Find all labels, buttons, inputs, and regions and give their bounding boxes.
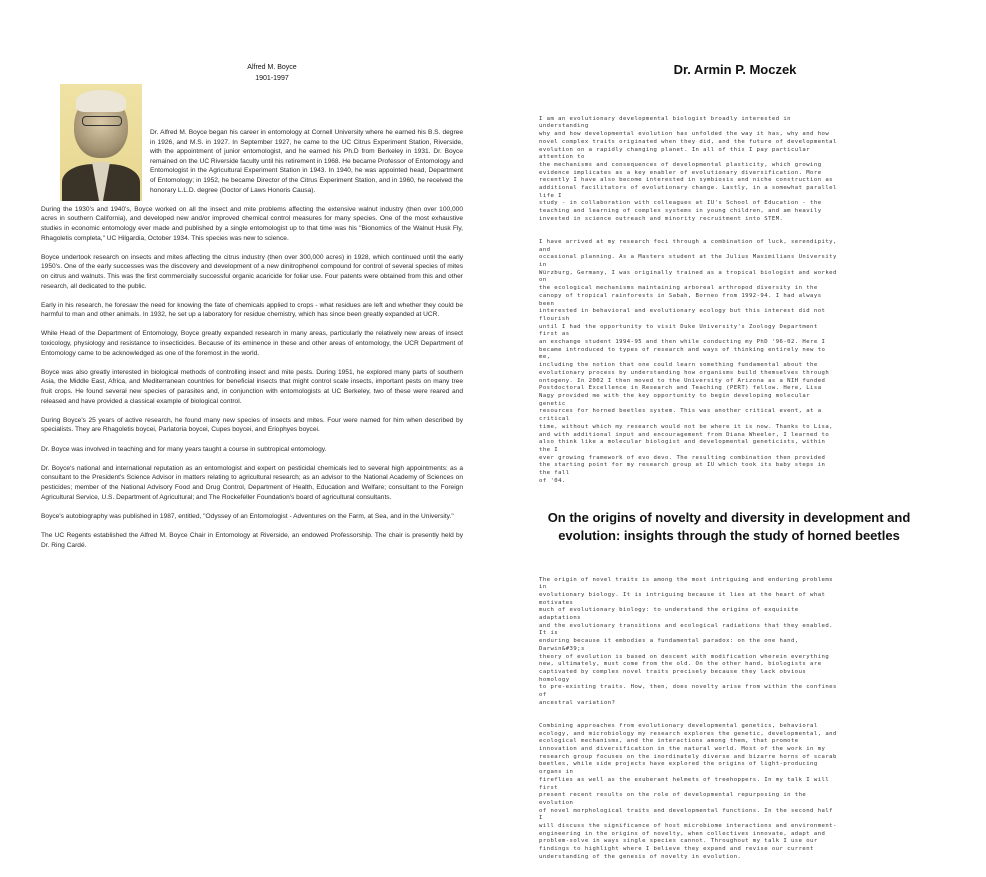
boyce-paragraph: Dr. Alfred M. Boyce began his career in entomology at Cornell University where he earned his B.S. degree in 1926, and M.S. in 1927. In September 1927, he came to the UC Citrus Experiment Station, Riverside, with the appointment of junior entomologist, and he earned his Ph.D from Berkeley in 1931. Dr. Boyce remained on the UC Riverside faculty until his retirement in 1968. He became Professor of Entomology and Entomologist in the Agricultural Experiment Station in 1943. In 1940, he was appointed head, Department of Entomology; in 1952, he became Director of the Citrus Experiment Station, and in 1960, he received the honorary L.L.D. degree (Doctor of Laws Honoris Causa). — [150, 129, 463, 194]
boyce-paragraph: Boyce undertook research on insects and mites affecting the citrus industry (then over 300,000 acres) in 1928, which continued until the early 1950's. One of the early successes was the discovery and development of a new dinitrophenol compound for control of several species of mites on citrus and walnuts. This was the first commercially successful organic acaricide for foliar use. Four patents were obtained from this and other research, all dedicated to the public. — [41, 253, 463, 290]
boyce-paragraph: Boyce was also greatly interested in biological methods of controlling insect and mite pests. During 1951, he explored many parts of southern Asia, the Middle East, Africa, and Mediterranean countries for beneficial insects that might control scale insects, important pests on many tree fruit crops. He found several new species of parasites and, in conjunction with entomologists at UC Berkeley, two of these were reared and released and have provided a classical example of biological control. — [41, 368, 463, 405]
boyce-paragraph: During Boyce's 25 years of active research, he found many new species of insects and mites. Four were named for him when described by specialists. They are Rhagoletis boycei, Parlatoria boycei, Cupes boycei, and Eriophyes boycei. — [41, 416, 463, 434]
talk-abstract — [539, 569, 839, 877]
boyce-paragraph: While Head of the Department of Entomology, Boyce greatly expanded research in many areas, particularly the relatively new areas of insect toxicology, physiology and resistance to insecticides. Because of its eminence in these and other areas of entomology, the UCR Department of Entomology came to be acknowledged as one of the foremost in the world. — [41, 330, 463, 357]
moczek-column — [539, 62, 929, 877]
boyce-paragraph: During the 1930's and 1940's, Boyce worked on all the insect and mite problems affecting the extensive walnut industry (then over 100,000 acres in southern California), and developed new and/or improved chemical control measures for many species. One of the most exhaustive studies in economic entomology ever made and published by a single entomologist up to that time was his "Bionomics of the Walnut Husk Fly, Rhagoletis completa," UC Hilgardia, October 1934. This species was new to science. — [41, 205, 463, 242]
abstract-paragraph: The origin of novel traits is among the most intriguing and enduring problems in evolutionary biology. It is intriguing because it lies at the heart of what motivates much of evolutionary biology: to understand the origins of exquisite adaptations and the evolutionary transitions and ecological radiations that they enabled. It is enduring because it embodies a fundamental paradox: on the one hand, Darwin&#39;s theory of evolution is based on descent with modification wherein everything new, ultimately, must come from the old. On the other hand, biologists are captivated by complex novel traits precisely because they lack obvious homology to pre-existing traits. How, then, does novelty arise from within the confines of ancestral variation? — [539, 576, 837, 706]
speaker-name: Dr. Armin P. Moczek — [673, 62, 797, 77]
boyce-paragraph: Dr. Boyce was involved in teaching and for many years taught a course in subtropical entomology. — [41, 445, 327, 453]
boyce-header — [207, 62, 337, 84]
bio-paragraph: I am an evolutionary developmental biologist broadly interested in understanding why and how developmental evolution has unfolded the way it has, why and how novel complex traits originated when they did, and the future of developmental evolution on a rapidly changing planet. In all of this I pay particular attention to the mechanisms and consequences of developmental plasticity, which growing evidence implicates as a key enabler of evolutionary diversification. More recently I have also become interested in symbiosis and niche construction as additional facilitators of evolutionary change. Lastly, in a somewhat parallel life I study - in collaboration with colleagues at IU's School of Education - the teaching and learning of complex systems in young children, and am heavily invested in science outreach and minority recruitment into STEM. — [539, 115, 837, 222]
boyce-name: Alfred M. Boyce — [247, 64, 297, 71]
boyce-years: 1901-1997 — [255, 75, 289, 82]
speaker-bio — [539, 108, 839, 501]
boyce-paragraph: Dr. Boyce's national and international reputation as an entomologist and expert on pesticidal chemicals led to several high appointments: as a consultant to the President's Science Advisor in matters relating to agricultural research; as an advisor to the National Academy of Sciences on pesticides; member of the National Advisory Food and Drug Control, Department of Health, Education and Welfare; consultant to the Foreign Agricultural Service, U.S. Department of Agricultural; and The Rockefeller Foundation's board of agricultural consultants. — [41, 464, 463, 501]
bio-paragraph: I have arrived at my research foci through a combination of luck, serendipity, and occasional planning. As a Masters student at the Julius Maximilians University in Würzburg, Germany, I was originally trained as a tropical biologist and worked on the ecological mechanisms maintaining arboreal arthropod diversity in the canopy of tropical rainforests in Sabah, Borneo from 1992-94. I had always been interested in behavioral and evolutionary ecology but this interest did not flourish until I had the opportunity to visit Duke University's Zoology Department first as an exchange student 1994-95 and then while conducting my PhD '96-02. Here I became introduced to types of research and ways of thinking entirely new to me, including the notion that one could learn something fundamental about the evolutionary process by understanding how organisms build themselves through ontogeny. In 2002 I then moved to the University of Arizona as a NIH funded Postdoctoral Excellence in Research and Teaching (PERT) fellow. Here, Lisa Nagy provided me with the key opportunity to begin developing molecular genetic resources for horned beetles system. This was another critical event, at a critical time, without which my research would not be where it is now. Thanks to Lisa, and with additional input and encouragement from Diana Wheeler, I learned to also think like a molecular biologist and developmental geneticists, within the I ever growing framework of evo devo. The resulting combination then provided the starting point for my research group at IU which took its baby steps in the fall of '04. — [539, 238, 837, 484]
boyce-paragraph: Boyce's autobiography was published in 1987, entitled, "Odyssey of an Entomologist - Adventures on the Farm, at Sea, and in the University." — [41, 512, 454, 520]
boyce-paragraph: Early in his research, he foresaw the need for knowing the fate of chemicals applied to crops - what residues are left and whether they could be harmful to man and other animals. In 1932, he set up a laboratory for residue chemistry, which has since been greatly expanded at UCR. — [41, 301, 463, 319]
boyce-column — [41, 62, 463, 560]
boyce-portrait — [60, 84, 142, 201]
abstract-paragraph: Combining approaches from evolutionary developmental genetics, behavioral ecology, and microbiology my research explores the genetic, developmental, and ecological mechanisms, and the interactions among them, that promote innovation and diversification in the natural world. Most of the work in my research group focuses on the inordinately diverse and bizarre horns of scarab beetles, while side projects have explored the origins of light-producing organs in fireflies as well as the exuberant helmets of treehoppers. In my talk I will first present recent results on the role of developmental repurposing in the evolution of novel morphological traits and developmental functions. In the second half I will discuss the significance of host microbiome interactions and environment- engineering in the origins of novelty, when collectives innovate, adapt and problem-solve in ways single species cannot. Throughout my talk I use our findings to highlight where I believe they expand and revise our current understanding of the genesis of novelty in evolution. — [539, 722, 837, 860]
talk-title: On the origins of novelty and diversity in development and evolution: insights through the study of horned beetles — [547, 509, 911, 543]
boyce-paragraph: The UC Regents established the Alfred M. Boyce Chair in Entomology at Riverside, an endowed Professorship. The chair is presently held by Dr. Ring Cardé. — [41, 531, 463, 549]
